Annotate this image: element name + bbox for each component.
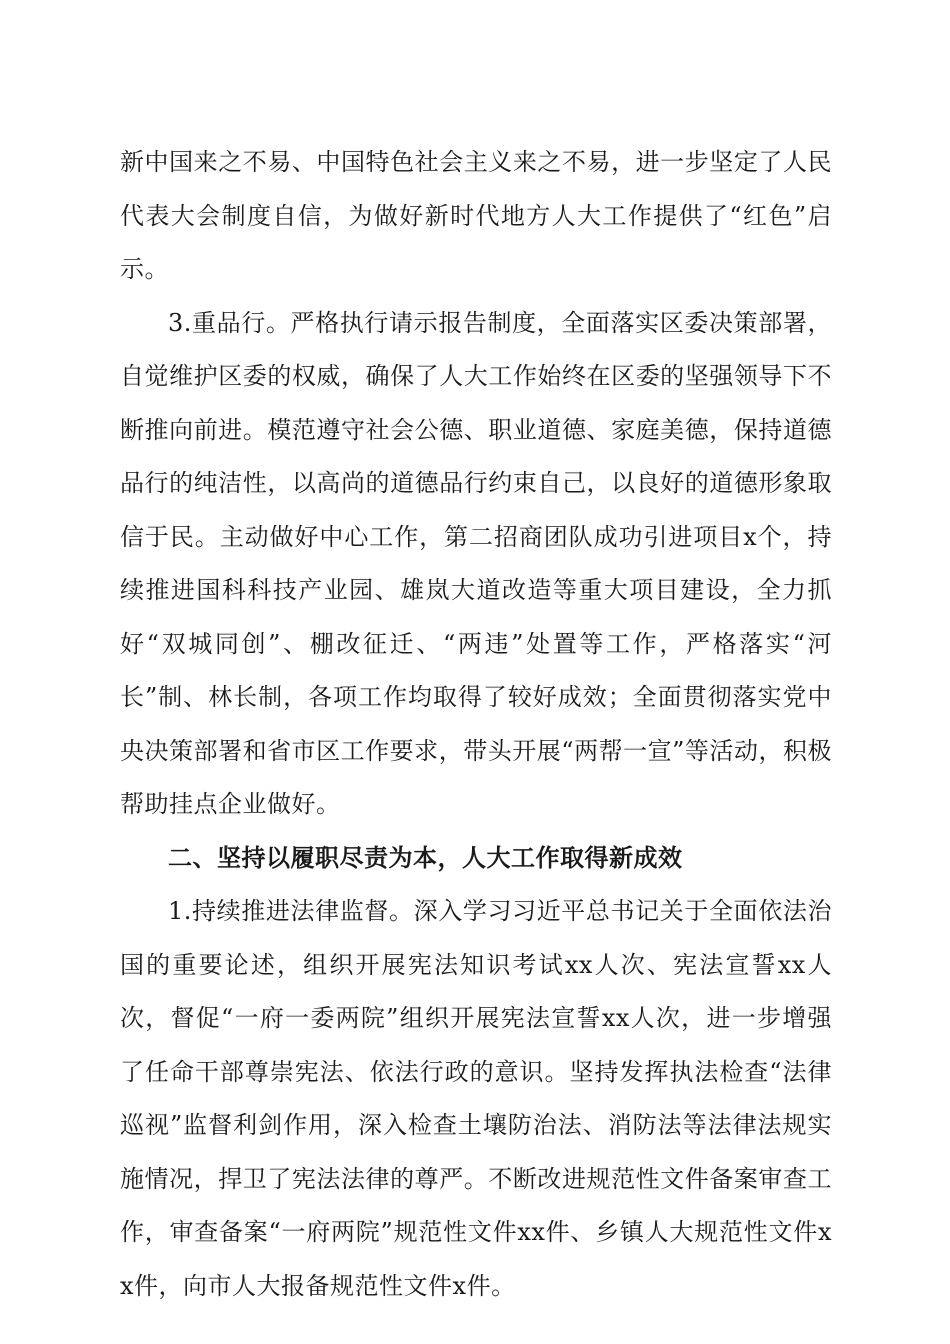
paragraph-section-1-legal-supervision: 1.持续推进法律监督。深入学习习近平总书记关于全面依法治国的重要论述，组织开展宪法知识考试xx人次、宪法宣誓xx人次，督促“一府一委两院”组织开展宪法宣誓xx人次，进一步增强了任命干部尊崇宪法、依法行政的意识。坚持发挥执法检查“法律巡视”监督利剑作用，深入检查土壤防治法、消防法等法律法规实施情况，捍卫了宪法法律的尊严。不断改进规范性文件备案审查工作，审查备案“一府两院”规范性文件xx件、乡镇人大规范性文件xx件，向市人大报备规范性文件x件。 bbox=[120, 897, 832, 1300]
paragraph-section-3-conduct: 3.重品行。严格执行请示报告制度，全面落实区委决策部署，自觉维护区委的权威，确保了人大工作始终在区委的坚强领导下不断推向前进。模范遵守社会公德、职业道德、家庭美德，保持道德品行的纯洁性，以高尚的道德品行约束自己，以良好的道德形象取信于民。主动做好中心工作，第二招商团队成功引进项目x个，持续推进国科科技产业园、雄岚大道改造等重大项目建设，全力抓好“双城同创”、棚改征迁、“两违”处置等工作，严格落实“河长”制、林长制，各项工作均取得了较好成效；全面贯彻落实党中央决策部署和省市区工作要求，带头开展“两帮一宣”等活动，积极帮助挂点企业做好。 bbox=[120, 308, 832, 818]
document-body bbox=[120, 136, 832, 1313]
section-heading-2: 二、坚持以履职尽责为本，人大工作取得新成效 bbox=[168, 843, 683, 872]
paragraph-continuation: 新中国来之不易、中国特色社会主义来之不易，进一步坚定了人民代表大会制度自信，为做好新时代地方人大工作提供了“红色”启示。 bbox=[120, 148, 832, 283]
